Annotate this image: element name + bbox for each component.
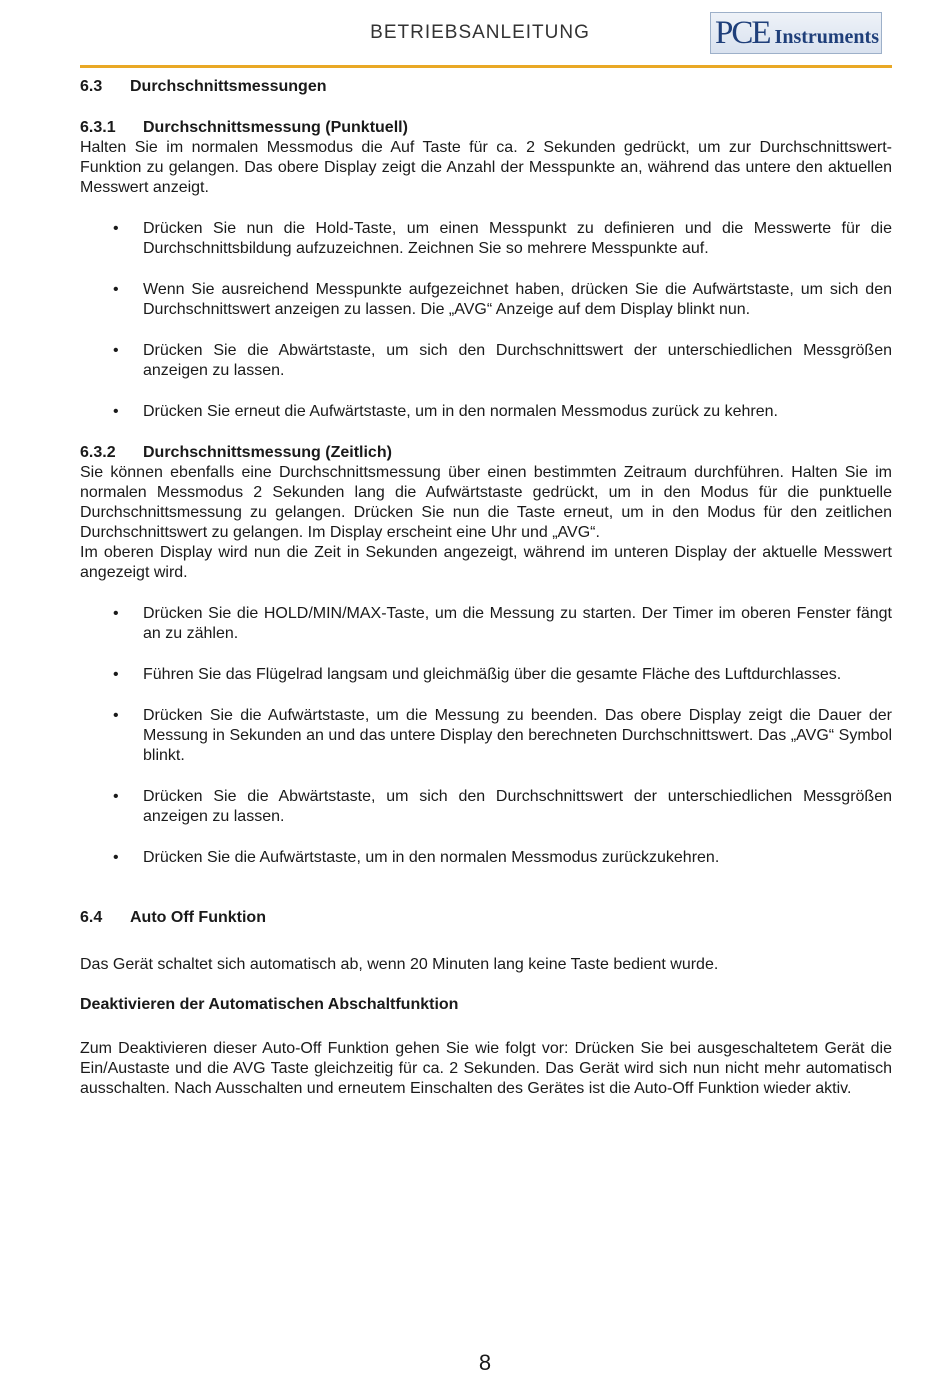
subheading-auto-off-deactivate: Deaktivieren der Automatischen Abschaltfunktion [80,996,459,1013]
section-number: 6.3 [80,78,103,95]
section-6-4-heading [80,908,892,928]
section-6-3-2-heading [80,443,892,463]
section-number: 6.4 [80,909,103,926]
page-number: 8 [478,1350,492,1375]
section-title: Durchschnittsmessung (Zeitlich) [143,444,392,461]
section-title: Durchschnittsmessungen [130,78,327,95]
list-item: • Drücken Sie die Abwärtstaste, um sich den Durchschnittswert der unterschiedlichen Messgrößen anzeigen zu lassen. [80,341,892,381]
document-body [80,77,892,1099]
logo-main-text: PCE [715,15,770,51]
list-item: • Drücken Sie erneut die Aufwärtstaste, um in den normalen Messmodus zurück zu kehren. [80,402,892,422]
section-6-3-heading [80,77,892,97]
paragraph-6-3-2-intro-1: Sie können ebenfalls eine Durchschnittsmessung über einen bestimmten Zeitraum durchführen. Halten Sie im normalen Messmodus 2 Sekunden lang die Aufwärtstaste gedrückt, um in den Modus für die punktuelle Durchschnittsmessung zu gelangen. Drücken Sie nun die Taste erneut, um in den Modus für den zeitlichen Durchschnittswert zu gelangen. Im Display erscheint eine Uhr und „AVG“. [80,464,892,541]
logo-sub-text: Instruments [774,26,879,48]
section-6-3-1-heading [80,118,892,138]
header-title: BETRIEBSANLEITUNG [370,22,590,43]
paragraph-6-3-2-intro-2: Im oberen Display wird nun die Zeit in Sekunden angezeigt, während im unteren Display der aktuelle Messwert angezeigt wird. [80,544,892,581]
paragraph-6-4-body: Zum Deaktivieren dieser Auto-Off Funktion gehen Sie wie folgt vor: Drücken Sie bei ausgeschaltetem Gerät die Ein/Austaste und die AVG Taste gleichzeitig für ca. 2 Sekunden. Das Gerät wird sich nun nicht mehr automatisch ausschalten. Nach Ausschalten und erneutem Einschalten des Gerätes ist die Auto-Off Funktion wieder aktiv. [80,1040,892,1097]
list-item: • Drücken Sie nun die Hold-Taste, um einen Messpunkt zu definieren und die Messwerte für die Durchschnittsbildung aufzuzeichnen. Zeichnen Sie so mehrere Messpunkte auf. [80,219,892,259]
section-number: 6.3.1 [80,119,116,136]
section-number: 6.3.2 [80,444,116,461]
pce-instruments-logo [710,12,882,54]
paragraph-6-3-1-intro: Halten Sie im normalen Messmodus die Auf Taste für ca. 2 Sekunden gedrückt, um zur Durchschnittswert-Funktion zu gelangen. Das obere Display zeigt die Anzahl der Messpunkte an, während das untere den aktuellen Messwert anzeigt. [80,139,892,196]
list-item: • Wenn Sie ausreichend Messpunkte aufgezeichnet haben, drücken Sie die Aufwärtstaste, um sich den Durchschnittswert anzeigen zu lassen. Die „AVG“ Anzeige auf dem Display blinkt nun. [80,280,892,320]
list-6-3-1 [80,219,892,422]
list-item: • Drücken Sie die HOLD/MIN/MAX-Taste, um die Messung zu starten. Der Timer im oberen Fenster fängt an zu zählen. [80,604,892,644]
section-title: Auto Off Funktion [130,909,266,926]
list-item: • Führen Sie das Flügelrad langsam und gleichmäßig über die gesamte Fläche des Luftdurchlasses. [80,665,892,685]
list-item: • Drücken Sie die Aufwärtstaste, um die Messung zu beenden. Das obere Display zeigt die Dauer der Messung in Sekunden an und das untere Display den berechneten Durchschnittswert. Das „AVG“ Symbol blinkt. [80,706,892,766]
list-item: • Drücken Sie die Aufwärtstaste, um in den normalen Messmodus zurückzukehren. [80,848,892,868]
list-item: • Drücken Sie die Abwärtstaste, um sich den Durchschnittswert der unterschiedlichen Messgrößen anzeigen zu lassen. [80,787,892,827]
header-divider [80,65,892,68]
section-title: Durchschnittsmessung (Punktuell) [143,119,408,136]
paragraph-6-4-intro: Das Gerät schaltet sich automatisch ab, wenn 20 Minuten lang keine Taste bedient wurde. [80,956,719,973]
list-6-3-2 [80,604,892,868]
